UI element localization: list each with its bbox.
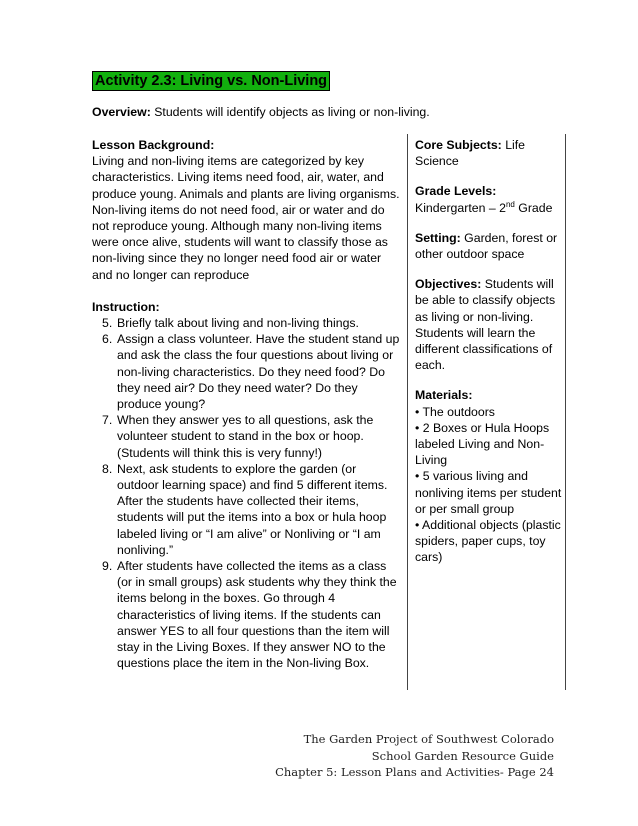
- material-item: • 2 Boxes or Hula Hoops labeled Living and Non-Living: [415, 420, 550, 468]
- objectives: [415, 276, 563, 373]
- grade-levels-value: [415, 200, 563, 216]
- footer-line-2: School Garden Resource Guide: [371, 748, 554, 763]
- instruction-step: [92, 412, 400, 461]
- step-text: After students have collected the items as a class (or in small groups) ask students why they think the items belong in the boxes. Go through 4 characteristics of living items. If the students can answer YES to all four questions than the item will stay in the Living Boxes. If they answer NO to the questions place the item in the Non-living Box.: [117, 559, 397, 671]
- background-heading: Lesson Background:: [92, 138, 215, 152]
- footer-line-1: The Garden Project of Southwest Colorado: [303, 732, 554, 746]
- activity-title: Activity 2.3: Living vs. Non-Living: [92, 71, 330, 91]
- overview: [92, 104, 430, 120]
- material-item: • The outdoors: [415, 404, 495, 419]
- setting: [415, 230, 563, 262]
- core-subjects: [415, 137, 563, 169]
- grade-text: Kindergarten – 2: [415, 200, 506, 215]
- instruction-step: [92, 331, 400, 412]
- grade-superscript: nd: [505, 199, 515, 209]
- main-column: [92, 137, 400, 672]
- footer-line-3: Chapter 5: Lesson Plans and Activities- Page 24: [275, 765, 554, 779]
- sidebar: [415, 137, 563, 566]
- core-subjects-value: Life Science: [415, 138, 526, 169]
- core-subjects-label: Core Subjects:: [415, 138, 502, 152]
- step-number: 7.: [102, 413, 113, 428]
- step-number: 6.: [102, 332, 113, 347]
- page-footer: [275, 731, 554, 781]
- material-item: • 5 various living and nonliving items per student or per small group: [415, 469, 562, 516]
- materials-label: Materials:: [415, 388, 473, 403]
- instruction-step: [92, 558, 400, 671]
- step-number: 8.: [102, 461, 113, 476]
- material-item: • Additional objects (plastic spiders, paper cups, toy cars): [415, 518, 561, 565]
- overview-text: Students will identify objects as living or non-living.: [150, 105, 430, 119]
- step-number: 5.: [102, 316, 113, 331]
- instruction-list: [92, 315, 400, 671]
- objectives-label: Objectives:: [415, 277, 482, 292]
- grade-levels-label: Grade Levels:: [415, 184, 497, 199]
- column-divider-right: [565, 134, 566, 690]
- step-text: Next, ask students to explore the garden (or outdoor learning space) and find 5 different items. After the students have collected their items, students will put the items into a box or hula hoop labeled living or “I am alive” or Nonliving or “I am nonliving.”: [117, 461, 388, 557]
- setting-label: Setting:: [415, 230, 461, 245]
- objectives-value: Students will be able to classify objects as living or non-living. Students will learn the different classifications of each.: [415, 277, 556, 373]
- column-divider-left: [407, 134, 408, 690]
- instruction-step: [92, 315, 400, 331]
- background-text: Living and non-living items are categorized by key characteristics. Living items need food, air, water, and produce young. Animals and plants are living organisms. Non-living items do not need food, air or water and do not reproduce young. Although many non-living items were once alive, students will want to classify those as non-living since they no longer need food air or water and no longer can reproduce: [92, 154, 400, 282]
- instruction-heading: Instruction:: [92, 299, 160, 314]
- overview-label: Overview:: [92, 105, 151, 119]
- setting-value: Garden, forest or other outdoor space: [415, 230, 558, 262]
- step-text: Assign a class volunteer. Have the student stand up and ask the class the four questions about living or non-living characteristics. Do they need food? Do they need air? Do they need water? Do they produce young?: [117, 332, 400, 412]
- step-text: Briefly talk about living and non-living things.: [117, 316, 359, 331]
- step-text: When they answer yes to all questions, ask the volunteer student to stand in the box or hoop. (Students will think this is very funny!): [117, 413, 374, 460]
- instruction-step: [92, 461, 400, 558]
- step-number: 9.: [102, 559, 113, 574]
- grade-suffix: Grade: [514, 200, 553, 215]
